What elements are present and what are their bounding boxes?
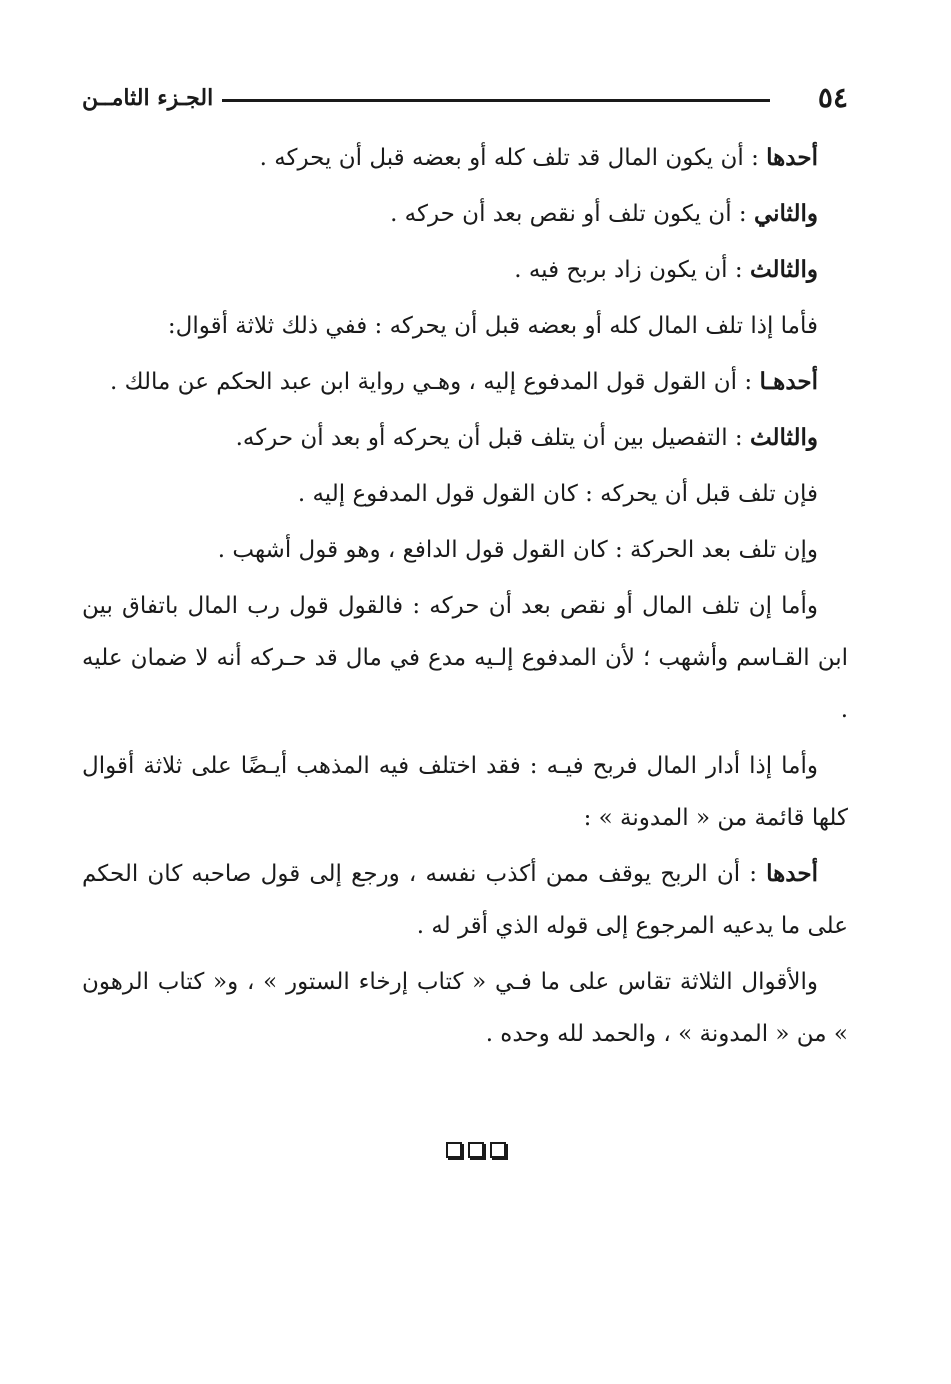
paragraph-5: [82, 356, 848, 408]
paragraph-text: : أن يكون المال قد تلف كله أو بعضه قبل أن يحركه .: [259, 145, 767, 171]
paragraph-text: فأما إذا تلف المال كله أو بعضه قبل أن يحركه : ففي ذلك ثلاثة أقوال:: [167, 313, 818, 339]
paragraph-text: فإن تلف قبل أن يحركه : كان القول قول المدفوع إليه .: [297, 481, 818, 507]
page-header: [82, 78, 848, 118]
paragraph-text: : التفصيل بين أن يتلف قبل أن يحركه أو بعد أن حركه.: [235, 425, 750, 451]
paragraph-2: [82, 188, 848, 240]
paragraph-text: وأما إن تلف المال أو نقص بعد أن حركه : فالقول قول رب المال باتفاق بين ابن القـاسم وأشهب ؛ لأن المدفوع إلـيه مدع في مال قد حـركه أنه لا ضمان عليه .: [82, 593, 848, 723]
paragraph-lead: أحدهـا: [759, 368, 818, 395]
page-number: ٥٤: [817, 81, 848, 114]
ornament-square: [446, 1142, 462, 1158]
paragraph-text: والأقوال الثلاثة تقاس على ما فـي « كتاب إرخاء الستور » ، و« كتاب الرهون » من « المدونة » ، والحمد لله وحده .: [82, 969, 848, 1047]
ornament-square: [490, 1142, 506, 1158]
ornament-square: [468, 1142, 484, 1158]
paragraph-12: [82, 956, 848, 1060]
header-rule: [222, 99, 770, 102]
body-text: [82, 132, 848, 1064]
paragraph-11: [82, 848, 848, 952]
paragraph-7: [82, 468, 848, 520]
paragraph-3: [82, 244, 848, 296]
paragraph-9: [82, 580, 848, 736]
paragraph-text: وإن تلف بعد الحركة : كان القول قول الدافع ، وهو قول أشهب .: [217, 537, 818, 563]
paragraph-6: [82, 412, 848, 464]
paragraph-lead: والثالث: [749, 256, 818, 283]
paragraph-text: : أن يكون زاد بربح فيه .: [514, 257, 750, 283]
paragraph-text: وأما إذا أدار المال فربح فيـه : فقد اختلف فيه المذهب أيـضًا على ثلاثة أقوال كلها قائمة من « المدونة » :: [82, 753, 848, 831]
paragraph-lead: أحدها: [766, 860, 818, 887]
running-title: الجـزء الثامــن: [82, 85, 214, 111]
paragraph-4: [82, 300, 848, 352]
paragraph-10: [82, 740, 848, 844]
paragraph-lead: أحدها: [766, 144, 818, 171]
three-squares-ornament-icon: [0, 1142, 951, 1162]
paragraph-lead: والثالث: [749, 424, 818, 451]
paragraph-8: [82, 524, 848, 576]
paragraph-1: [82, 132, 848, 184]
paragraph-text: : أن الربح يوقف ممن أكذب نفسه ، ورجع إلى قول صاحبه كان الحكم على ما يدعيه المرجوع إلى قوله الذي أقر له .: [82, 861, 848, 939]
paragraph-lead: والثاني: [753, 200, 818, 227]
paragraph-text: : أن القول قول المدفوع إليه ، وهـي رواية ابن عبد الحكم عن مالك .: [110, 369, 760, 395]
paragraph-text: : أن يكون تلف أو نقص بعد أن حركه .: [390, 201, 754, 227]
